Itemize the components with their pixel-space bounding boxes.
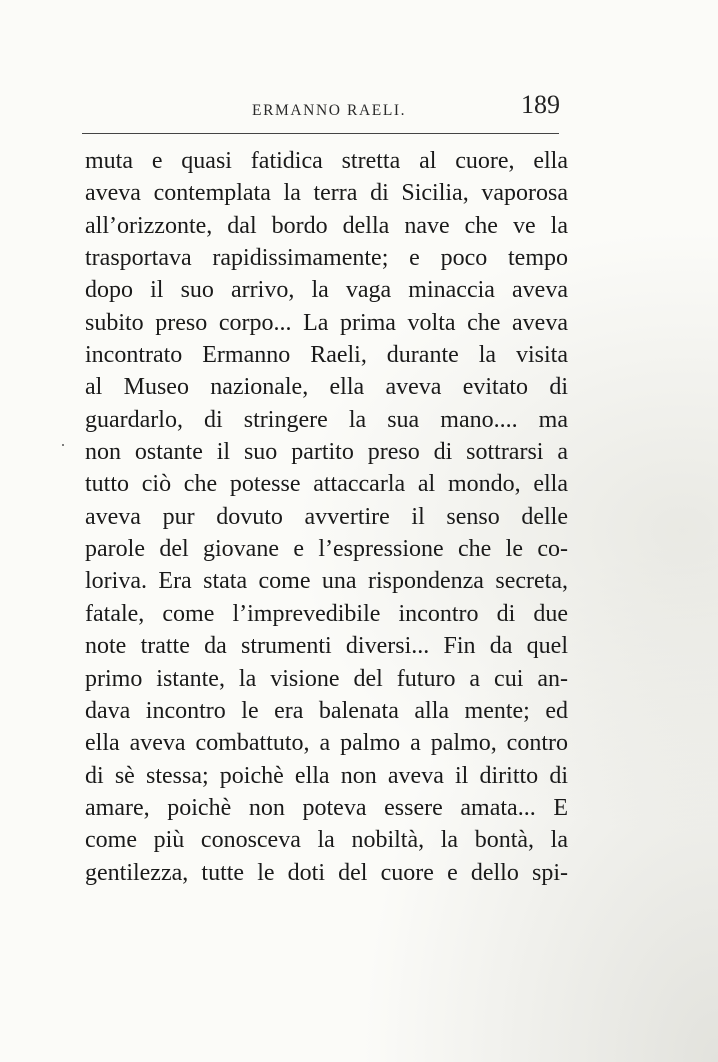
page-header [80, 90, 560, 130]
text-line: loriva. Era stata come una rispondenza secreta, [85, 568, 568, 595]
text-line: amare, poichè non poteva essere amata... E [85, 794, 568, 821]
text-line: trasportava rapidissimamente; e poco tempo [85, 245, 568, 272]
running-title: ERMANNO RAELI. [252, 102, 407, 119]
text-line: subito preso corpo... La prima volta che aveva [85, 309, 568, 336]
text-line: come più conosceva la nobiltà, la bontà, la [85, 827, 568, 854]
text-line: aveva pur dovuto avvertire il senso delle [85, 503, 568, 530]
page-number: 189 [521, 90, 560, 119]
text-line: aveva contemplata la terra di Sicilia, vaporosa [85, 180, 568, 207]
text-line: fatale, come l’imprevedibile incontro di due [85, 600, 568, 627]
text-line: guardarlo, di stringere la sua mano.... ma [85, 406, 568, 433]
text-line: muta e quasi fatidica stretta al cuore, ella [85, 148, 568, 174]
header-rule [82, 133, 559, 134]
text-line: al Museo nazionale, ella aveva evitato di [85, 374, 568, 401]
text-line: tutto ciò che potesse attaccarla al mondo, ella [85, 471, 568, 498]
text-line: gentilezza, tutte le doti del cuore e dello spi- [85, 859, 568, 886]
text-line: di sè stessa; poichè ella non aveva il diritto di [85, 762, 568, 789]
text-line: primo istante, la visione del futuro a cui an- [85, 665, 568, 692]
text-line: incontrato Ermanno Raeli, durante la visita [85, 342, 568, 369]
print-speck [62, 444, 64, 446]
text-line: dopo il suo arrivo, la vaga minaccia aveva [85, 277, 568, 304]
text-line: parole del giovane e l’espressione che le co- [85, 536, 568, 563]
text-line: dava incontro le era balenata alla mente; ed [85, 697, 568, 724]
text-line: ella aveva combattuto, a palmo a palmo, contro [85, 730, 568, 757]
text-line: note tratte da strumenti diversi... Fin da quel [85, 633, 568, 660]
body-text [85, 145, 568, 889]
text-line: all’orizzonte, dal bordo della nave che ve la [85, 212, 568, 239]
text-line: non ostante il suo partito preso di sottrarsi a [85, 439, 568, 466]
